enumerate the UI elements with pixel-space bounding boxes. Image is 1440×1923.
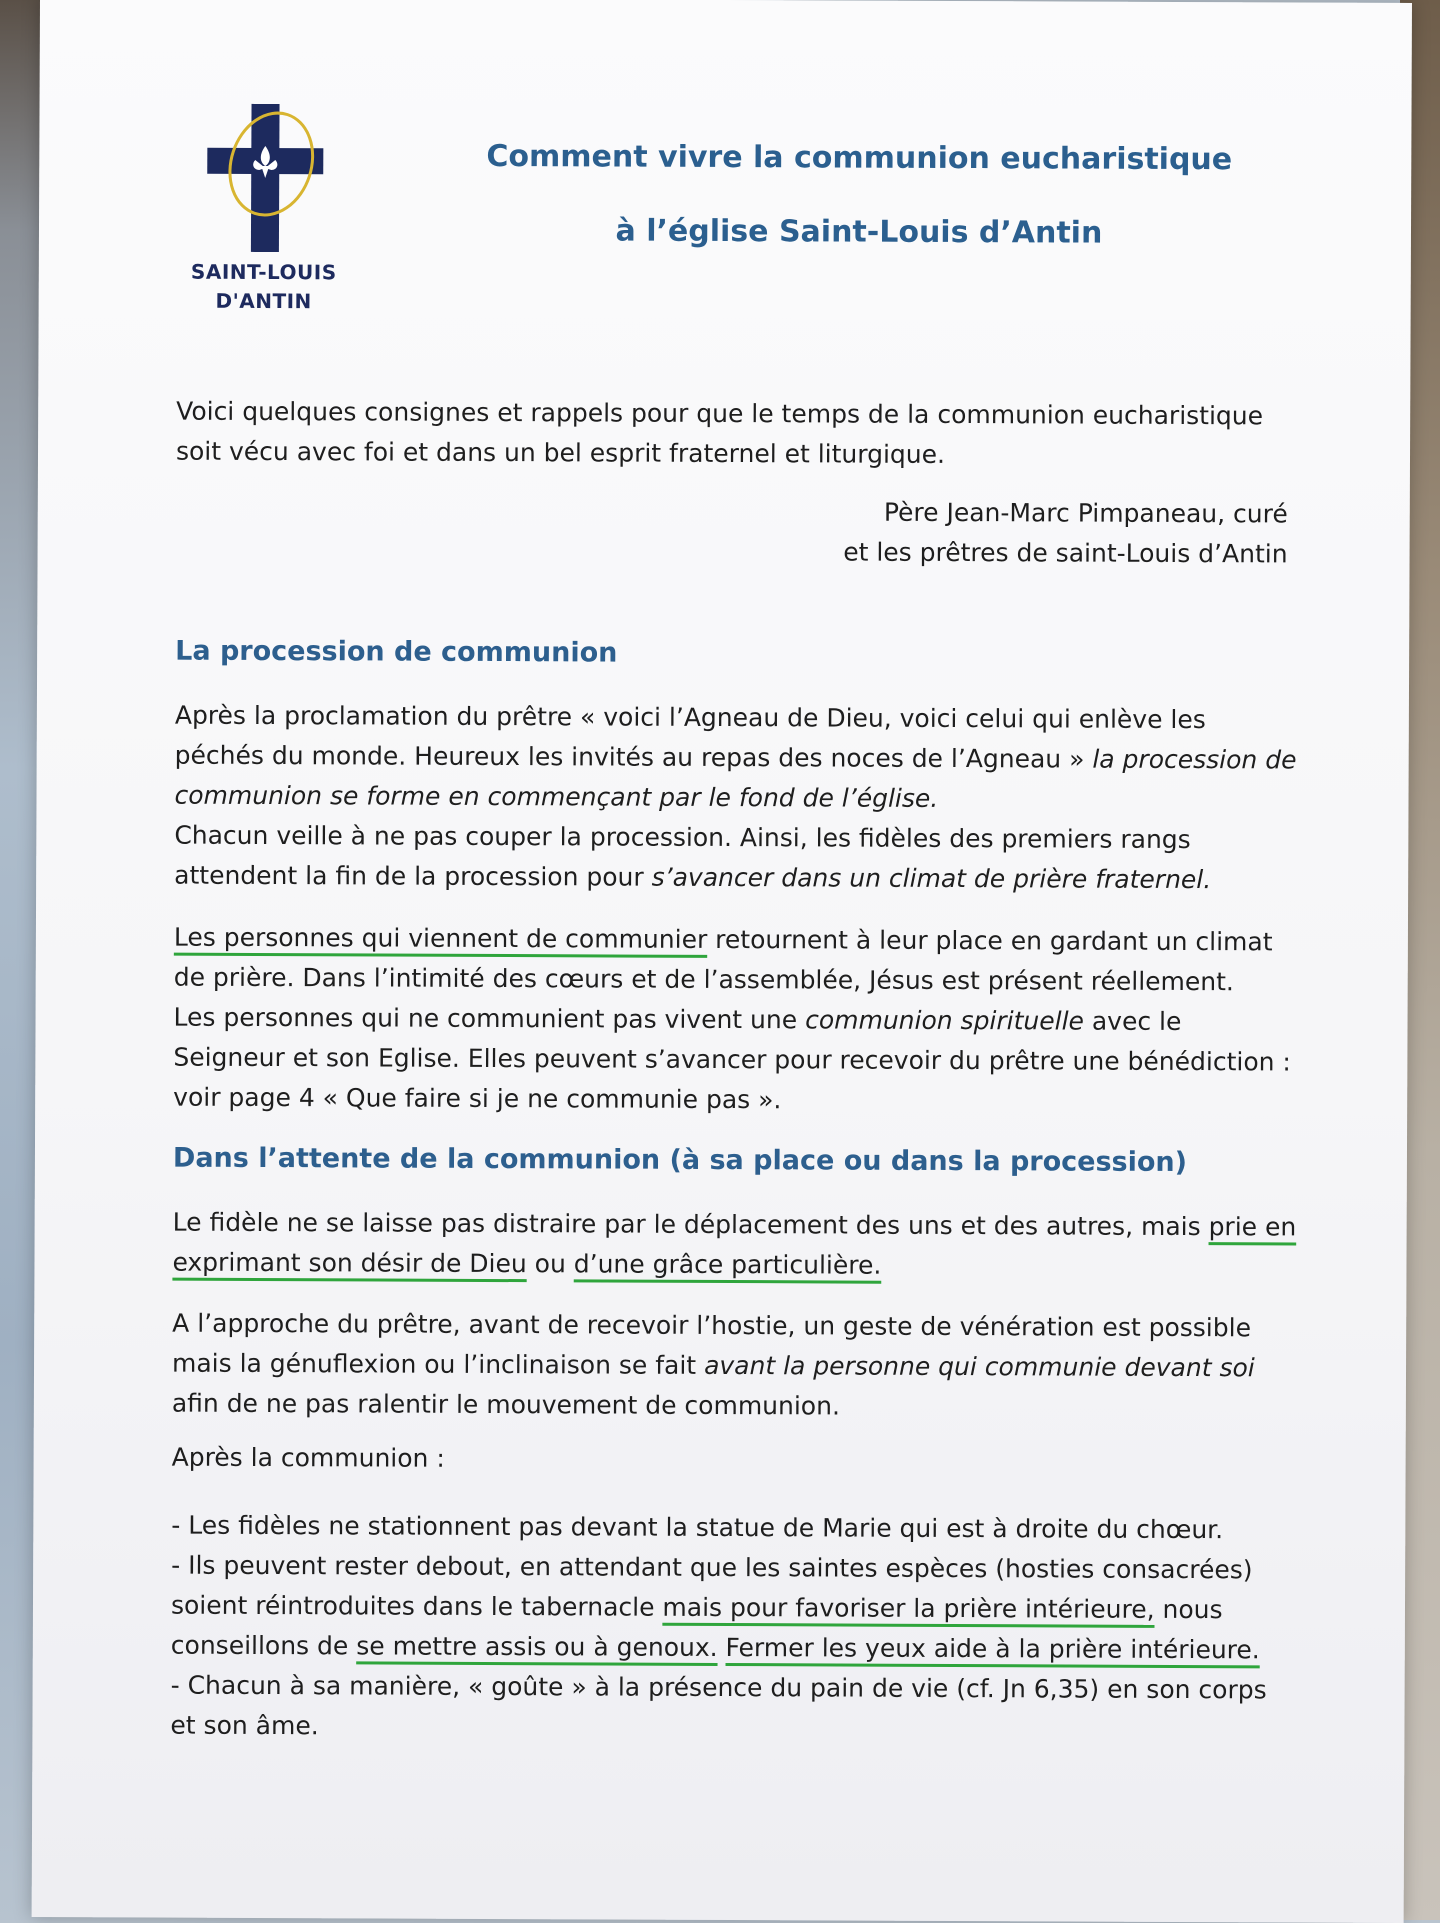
text-run: nous [1154, 1594, 1223, 1625]
signature [638, 492, 1288, 575]
highlighted-run: exprimant son désir de Dieu [172, 1247, 527, 1279]
attente-paragraph-1 [172, 1203, 1332, 1288]
list-item: - Chacun à sa manière, « goûte » à la présence du pain de vie (cf. Jn 6,35) en son corps [170, 1670, 1267, 1705]
intro-paragraph [176, 392, 1336, 477]
list-item: - Ils peuvent rester debout, en attendant que les saintes espèces (hosties consacrées) [171, 1550, 1253, 1585]
italic-run: s’avancer dans un climat de prière fraternel. [651, 862, 1212, 895]
text-run: ou [526, 1249, 574, 1279]
text-line: voir page 4 « Que faire si je ne communie pas ». [173, 1082, 782, 1115]
document-title: Comment vivre la communion eucharistique [486, 138, 1233, 178]
italic-run: communion spirituelle [805, 1005, 1085, 1036]
list-item: - Les fidèles ne stationnent pas devant la statue de Marie qui est à droite du chœur. [171, 1510, 1224, 1545]
text-line: afin de ne pas ralentir le mouvement de communion. [171, 1388, 841, 1421]
text-line [171, 1626, 1331, 1671]
italic-run: avant la personne qui communie devant soi [704, 1350, 1255, 1383]
text-line: A l’approche du prêtre, avant de recevoir l’hostie, un geste de vénération est possible [172, 1308, 1252, 1343]
text-run: avec le [1083, 1006, 1182, 1036]
italic-run: communion se forme en commençant par le fond de l’église. [174, 780, 939, 813]
logo-name-line1: SAINT-LOUIS [190, 259, 337, 285]
highlighted-run: Les personnes qui viennent de communier [173, 922, 708, 954]
section-heading-attente: Dans l’attente de la communion (à sa place ou dans la procession) [172, 1142, 1188, 1179]
text-run: Le fidèle ne se laisse pas distraire par le déplacement des uns et des autres, mais [172, 1207, 1209, 1242]
highlighted-run: Fermer les yeux aide à la prière intérieure. [725, 1633, 1260, 1665]
text-line: Après la proclamation du prêtre « voici l’Agneau de Dieu, voici celui qui enlève les [174, 700, 1206, 735]
italic-run: la procession de [1092, 744, 1297, 775]
text-run [718, 1633, 726, 1662]
intro-line: soit vécu avec foi et dans un bel esprit fraternel et liturgique. [175, 436, 946, 469]
text-line: Seigneur et son Eglise. Elles peuvent s’avancer pour recevoir du prêtre une bénédiction : [173, 1042, 1291, 1077]
text-run: Les personnes qui ne communient pas vivent une [173, 1002, 806, 1035]
text-line: Chacun veille à ne pas couper la procession. Ainsi, les fidèles des premiers rangs [174, 820, 1191, 855]
cross-fleur-de-lis-icon [189, 102, 340, 253]
text-line [172, 1344, 1332, 1389]
text-line [174, 856, 1334, 901]
text-line [173, 1203, 1333, 1248]
text-line: et son âme. [170, 1710, 319, 1741]
text-line [175, 736, 1335, 781]
highlighted-run: d’une grâce particulière. [573, 1249, 882, 1280]
logo-name-line2: D'ANTIN [215, 288, 312, 314]
highlighted-run: prie en [1208, 1212, 1297, 1242]
text-run: soient réintroduites dans le tabernacle [170, 1590, 663, 1622]
text-line [174, 918, 1334, 963]
text-line [174, 776, 1334, 821]
intro-line: Voici quelques consignes et rappels pour que le temps de la communion eucharistique [176, 396, 1264, 431]
text-run: retournent à leur place en gardant un climat [707, 924, 1273, 957]
parish-logo [189, 102, 340, 323]
text-line [171, 1586, 1331, 1631]
text-run: péchés du monde. Heureux les invités au repas des noces de l’Agneau » [174, 740, 1093, 774]
document-subtitle: à l’église Saint-Louis d’Antin [615, 213, 1103, 251]
text-line: Après la communion : [171, 1442, 445, 1473]
text-line: de prière. Dans l’intimité des cœurs et de l’assemblée, Jésus est présent réellement. [173, 962, 1234, 997]
apres-communion-label [172, 1438, 1332, 1483]
procession-paragraph-2 [173, 918, 1334, 1123]
highlighted-run: se mettre assis ou à genoux. [356, 1631, 718, 1662]
document-page [32, 0, 1412, 1923]
text-run: conseillons de [170, 1630, 357, 1661]
apres-communion-list [170, 1506, 1331, 1751]
section-heading-procession: La procession de communion [175, 635, 618, 669]
text-line [173, 998, 1333, 1043]
signature-line: Père Jean-Marc Pimpaneau, curé [883, 497, 1288, 529]
logo-text [189, 258, 339, 317]
attente-paragraph-2 [172, 1304, 1333, 1429]
highlighted-run: mais pour favoriser la prière intérieure, [662, 1592, 1155, 1624]
text-line [172, 1243, 1332, 1288]
signature-line: et les prêtres de saint-Louis d’Antin [843, 537, 1288, 569]
text-run: attendent la fin de la procession pour [174, 860, 652, 892]
text-run: mais la génuflexion ou l’inclinaison se fait [171, 1348, 705, 1380]
procession-paragraph-1 [174, 696, 1335, 901]
